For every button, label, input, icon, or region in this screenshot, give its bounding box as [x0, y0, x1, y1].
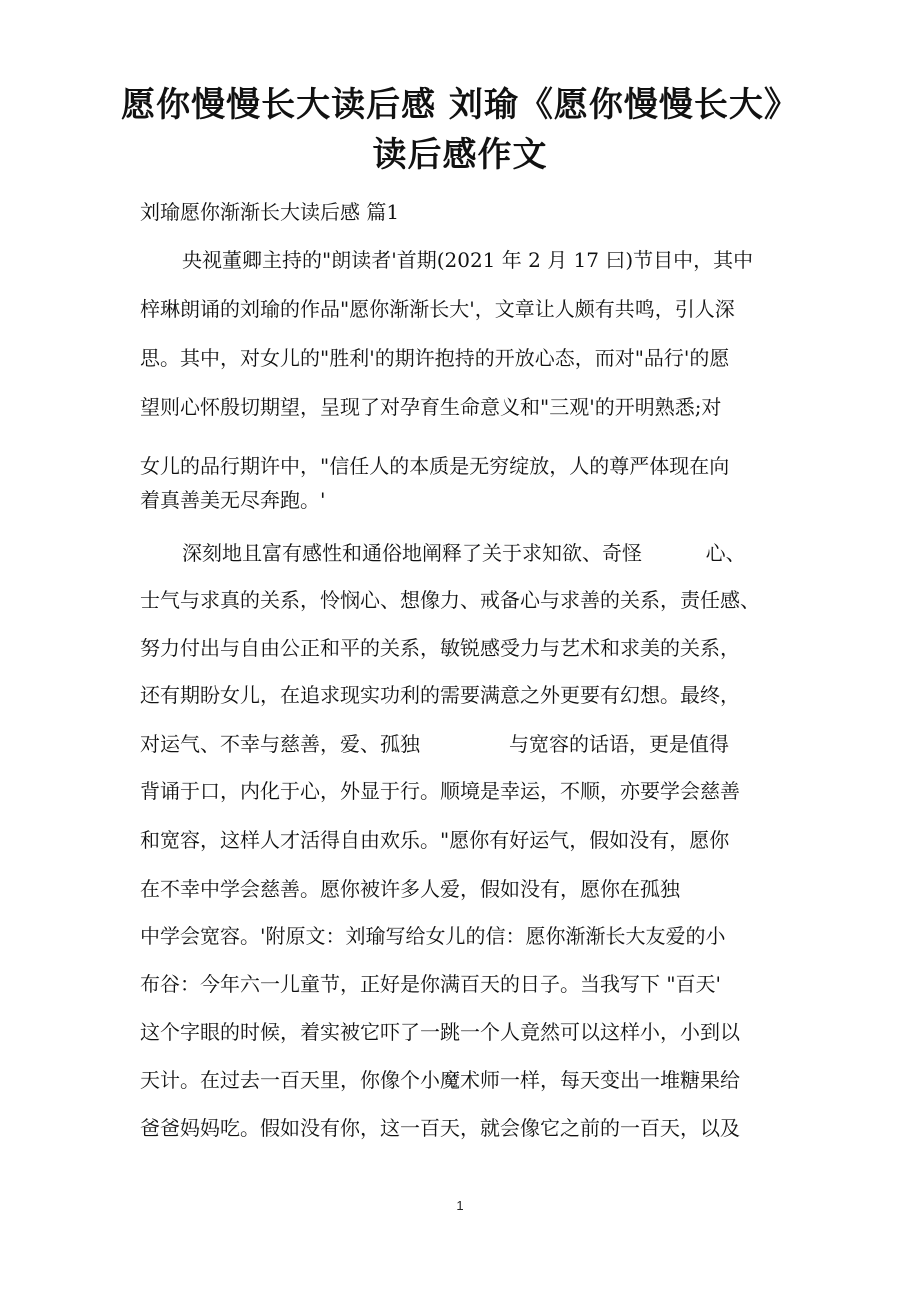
paragraph-line: 中学会宽容。'附原文：刘瑜写给女儿的信：愿你渐渐长大友爱的小 — [140, 924, 726, 948]
page-number: 1 — [456, 1198, 464, 1213]
paragraph-line: 在不幸中学会慈善。愿你被许多人爱，假如没有，愿你在孤独 — [140, 877, 680, 901]
paragraph-line: 思。其中，对女儿的"胜利'的期许抱持的开放心态，而对"品行'的愿 — [140, 346, 730, 370]
paragraph-line: 梓琳朗诵的刘瑜的作品"愿你渐渐长大'，文章让人颇有共鸣，引人深 — [140, 297, 735, 321]
paragraph-line: 努力付出与自由公正和平的关系，敏锐感受力与艺术和求美的关系， — [140, 636, 740, 660]
paragraph-line: 天计。在过去一百天里，你像个小魔术师一样，每天变出一堆糖果给 — [140, 1068, 740, 1092]
paragraph-line: 背诵于口，内化于心，外显于行。顺境是幸运，不顺，亦要学会慈善 — [140, 779, 740, 803]
paragraph-line: 士气与求真的关系，怜悯心、想像力、戒备心与求善的关系，责任感、 — [140, 588, 760, 612]
section-heading: 刘瑜愿你渐渐长大读后感 篇1 — [140, 200, 400, 224]
document-title-line-2: 读后感作文 — [372, 135, 548, 175]
paragraph-line: 布谷：今年六一儿童节，正好是你满百天的日子。当我写下 "百天' — [140, 972, 722, 996]
paragraph-line: 和宽容，这样人才活得自由欢乐。"愿你有好运气，假如没有，愿你 — [140, 828, 730, 852]
document-title-line-1: 愿你慢慢长大读后感 刘瑜《愿你慢慢长大》 — [121, 85, 799, 125]
paragraph-line: 女儿的品行期许中，"信任人的本质是无穷绽放，人的尊严体现在向 — [140, 454, 730, 478]
paragraph-line: 对运气、不幸与慈善，爱、孤独 与宽容的话语，更是值得 — [140, 732, 730, 756]
paragraph-line: 央视董卿主持的"朗读者'首期(2021 年 2 月 17 曰)节目中，其中 — [182, 248, 754, 272]
paragraph-line: 爸爸妈妈吃。假如没有你，这一百天，就会像它之前的一百天，以及 — [140, 1116, 740, 1140]
paragraph-line: 深刻地且富有感性和通俗地阐释了关于求知欲、奇怪 心、 — [182, 541, 746, 565]
paragraph-line: 这个字眼的时候，着实被它吓了一跳一个人竟然可以这样小，小到以 — [140, 1020, 740, 1044]
paragraph-line: 着真善美无尽奔跑。' — [140, 488, 326, 512]
paragraph-line: 望则心怀殷切期望，呈现了对孕育生命意义和"三观'的开明熟悉;对 — [140, 395, 722, 419]
paragraph-line: 还有期盼女儿，在追求现实功利的需要满意之外更要有幻想。最终， — [140, 683, 740, 707]
